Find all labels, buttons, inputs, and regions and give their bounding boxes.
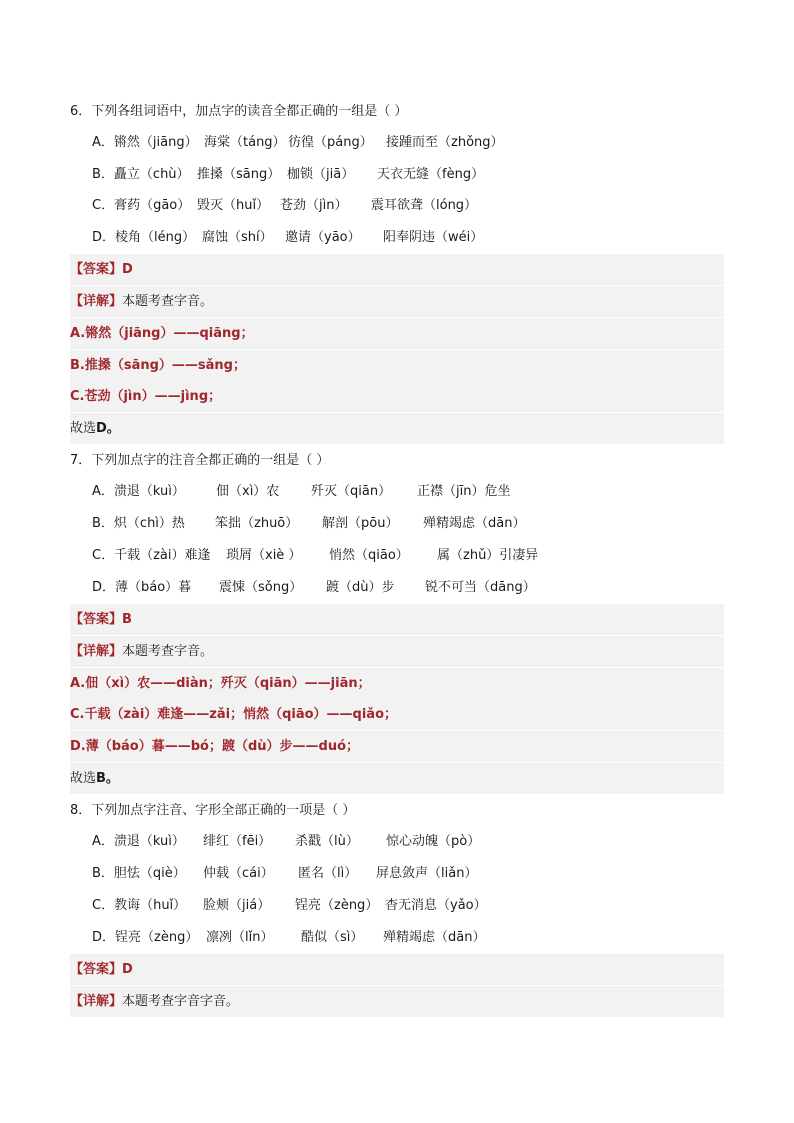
q6-d-1: D．棱角（léng）	[92, 230, 196, 245]
detail-tag: 【详解】	[70, 994, 123, 1009]
q7-detail	[70, 636, 724, 667]
q7-d-2: 震悚（sǒng）	[219, 580, 303, 595]
q8-d-1: D．锃亮（zèng）	[92, 930, 199, 945]
q8-c-4: 杳无消息（yǎo）	[385, 898, 487, 913]
q6-a-3: 彷徨（páng）	[288, 135, 373, 150]
q7-b-4: 殚精竭虑（dān）	[423, 516, 526, 531]
q6-stem: 6．下列各组词语中，加点字的读音全都正确的一组是（ ）	[70, 104, 408, 119]
q8-c-2: 脸颊（jiá）	[203, 898, 271, 913]
q8-a-4: 惊心动魄（pò）	[386, 834, 481, 849]
q6-c-2: 毁灭（huǐ）	[197, 198, 270, 213]
q8-b-1: B．胆怯（qiè）	[92, 866, 186, 881]
q8-stem: 8．下列加点字注音、字形全部正确的一项是（ ）	[70, 803, 356, 818]
q7-stem: 7．下列加点字的注音全都正确的一组是（ ）	[70, 453, 330, 468]
q8-a-3: 杀戳（lù）	[295, 834, 359, 849]
q7-a-2: 佃（xì）农	[216, 484, 280, 499]
q8-b-3: 匿名（lì）	[298, 866, 358, 881]
q6-option-c	[92, 190, 712, 221]
answer-value: B	[122, 612, 132, 627]
conclusion-answer: D。	[96, 421, 120, 436]
q6-b-2: 推搡（sāng）	[197, 167, 281, 182]
q8-answer	[70, 954, 724, 985]
q6-option-b	[92, 159, 712, 190]
q8-a-1: A．溃退（kuì）	[92, 834, 185, 849]
q7-option-d	[92, 572, 712, 603]
q7-a-4: 正襟（jīn）危坐	[417, 484, 511, 499]
q7-conclusion	[70, 763, 724, 794]
q6-c-3: 苍劲（jìn）	[280, 198, 348, 213]
answer-tag: 【答案】	[70, 262, 123, 277]
q8-d-3: 酷似（sì）	[301, 930, 364, 945]
q6-c-4: 震耳欲聋（lóng）	[371, 198, 478, 213]
q8-d-4: 殚精竭虑（dān）	[383, 930, 486, 945]
q6-note-c: C.苍劲（jìn）——jìng；	[70, 381, 724, 412]
conclusion-text: 故选	[70, 771, 97, 786]
answer-tag: 【答案】	[70, 962, 123, 977]
q7-d-3: 踱（dù）步	[326, 580, 395, 595]
detail-tag: 【详解】	[70, 644, 123, 659]
q6-d-2: 腐蚀（shí）	[202, 230, 273, 245]
q8-a-2: 绯红（fēi）	[203, 834, 272, 849]
detail-text: 本题考查字音字音。	[122, 994, 240, 1009]
q6-detail	[70, 286, 724, 317]
q8-option-d	[92, 922, 712, 953]
q7-a-1: A．溃退（kuì）	[92, 484, 185, 499]
q8-option-b	[92, 858, 712, 889]
q8-c-1: C．教诲（huǐ）	[92, 898, 187, 913]
q6-note-a: A.锵然（jiāng）——qiāng；	[70, 318, 724, 349]
q7-c-4: 属（zhǔ）引凄异	[437, 548, 539, 563]
q7-note-a: A.佃（xì）农——diàn；歼灭（qiān）——jiān；	[70, 668, 724, 699]
answer-tag: 【答案】	[70, 612, 123, 627]
detail-text: 本题考查字音。	[122, 294, 214, 309]
q7-b-3: 解剖（pōu）	[322, 516, 399, 531]
detail-tag: 【详解】	[70, 294, 123, 309]
q6-a-4: 接踵而至（zhǒng）	[386, 135, 504, 150]
q8-c-3: 锃亮（zèng）	[295, 898, 379, 913]
q6-answer	[70, 254, 724, 285]
q7-d-4: 锐不可当（dāng）	[425, 580, 536, 595]
q6-note-b: B.推搡（sāng）——sǎng；	[70, 350, 724, 381]
detail-text: 本题考查字音。	[122, 644, 214, 659]
q6-a-1: A．锵然（jiāng）	[92, 135, 198, 150]
q8-d-2: 凛冽（lǐn）	[206, 930, 274, 945]
answer-value: D	[122, 262, 133, 277]
q7-option-a	[92, 476, 712, 507]
q7-d-1: D．薄（báo）暮	[92, 580, 192, 595]
q7-option-b	[92, 508, 712, 539]
q8-detail	[70, 986, 724, 1017]
q7-note-c: C.千载（zài）难逢——zǎi；悄然（qiāo）——qiǎo；	[70, 699, 724, 730]
q6-b-1: B．矗立（chù）	[92, 167, 190, 182]
q6-option-d	[92, 222, 712, 253]
q7-b-2: 笨拙（zhuō）	[215, 516, 299, 531]
q7-a-3: 歼灭（qiān）	[311, 484, 392, 499]
q7-c-1: C．千载（zài）难逢	[92, 548, 211, 563]
q7-option-c	[92, 540, 712, 571]
q6-option-a	[92, 127, 712, 158]
q8-option-a	[92, 826, 712, 857]
q6-b-4: 天衣无缝（fèng）	[377, 167, 485, 182]
q7-note-d: D.薄（báo）暮——bó；踱（dù）步——duó；	[70, 731, 724, 762]
q6-a-2: 海棠（táng）	[204, 135, 286, 150]
q8-b-2: 仲载（cái）	[203, 866, 274, 881]
answer-value: D	[122, 962, 133, 977]
q6-d-3: 邀请（yāo）	[285, 230, 361, 245]
q7-c-3: 悄然（qiāo）	[329, 548, 409, 563]
q7-b-1: B．炽（chì）热	[92, 516, 185, 531]
q6-b-3: 枷锁（jiā）	[287, 167, 355, 182]
conclusion-answer: B。	[96, 771, 119, 786]
q8-b-4: 屏息敛声（liǎn）	[376, 866, 478, 881]
q7-c-2: 琐屑（xiè ）	[226, 548, 302, 563]
q6-c-1: C．膏药（gāo）	[92, 198, 191, 213]
conclusion-text: 故选	[70, 421, 97, 436]
q7-answer	[70, 604, 724, 635]
q8-option-c	[92, 890, 712, 921]
q6-conclusion	[70, 413, 724, 444]
q6-d-4: 阳奉阴违（wéi）	[383, 230, 484, 245]
